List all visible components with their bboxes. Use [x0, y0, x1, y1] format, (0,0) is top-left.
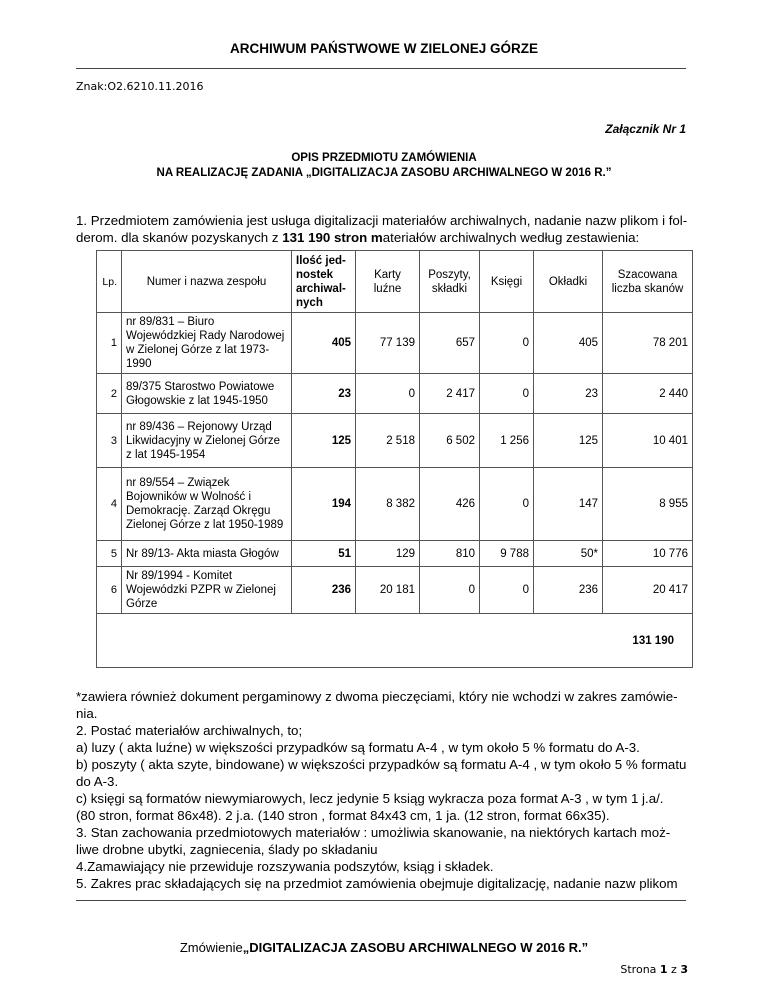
col-header-lp: Lp. — [97, 251, 122, 313]
row-folders: 426 — [420, 468, 480, 541]
intro-line-1: 1. Przedmiotem zamówienia jest usługa digitalizacji materiałów archiwalnych, nadanie nazw plikom i fol- — [76, 213, 688, 228]
table-row — [97, 468, 693, 541]
note-line: 4.Zamawiający nie przewiduje rozszywania podszytów, ksiąg i składek. — [76, 859, 494, 874]
row-lp: 6 — [97, 567, 122, 614]
table-row — [97, 414, 693, 468]
note-line: (80 stron, format 86x48). 2 j.a. (140 stron , format 84x43 cm, 1 ja. (12 stron, format 66x35). — [76, 808, 610, 823]
note-line: b) poszyty ( akta szyte, bindowane) w większości przypadków są formatu A-4 , w tym około 5 % formatu — [76, 757, 687, 772]
row-covers: 23 — [534, 374, 603, 414]
note-line: nia. — [76, 706, 98, 721]
footer-title — [0, 940, 768, 955]
row-name: 89/375 Starostwo Powiatowe Głogowskie z lat 1945-1950 — [122, 374, 292, 414]
row-lp: 3 — [97, 414, 122, 468]
row-covers: 405 — [534, 313, 603, 374]
table-row — [97, 374, 693, 414]
row-scans: 2 440 — [603, 374, 693, 414]
row-scans: 78 201 — [603, 313, 693, 374]
note-line: do A-3. — [76, 774, 119, 789]
row-books: 9 788 — [480, 541, 534, 567]
row-covers: 125 — [534, 414, 603, 468]
row-units: 405 — [292, 313, 356, 374]
note-line: liwe drobne ubytki, zagniecenia, ślady po składaniu — [76, 842, 378, 857]
row-scans: 10 401 — [603, 414, 693, 468]
table-header-row — [97, 251, 693, 313]
row-books: 1 256 — [480, 414, 534, 468]
table-total-row — [97, 614, 693, 668]
row-name: nr 89/831 – Biuro Wojewódzkiej Rady Narodowej w Zielonej Górze z lat 1973-1990 — [122, 313, 292, 374]
row-covers: 236 — [534, 567, 603, 614]
header-divider — [76, 68, 686, 69]
note-line: 3. Stan zachowania przedmiotowych materiałów : umożliwia skanowanie, na niektórych kartach moż- — [76, 825, 671, 840]
row-units: 51 — [292, 541, 356, 567]
row-units: 236 — [292, 567, 356, 614]
intro-line-2: derom. dla skanów pozyskanych z 131 190 stron materiałów archiwalnych według zestawienia: — [76, 230, 640, 245]
note-line: *zawiera również dokument pergaminowy z dwoma pieczęciami, który nie wchodzi w zakres zamówie- — [76, 689, 678, 704]
row-lp: 4 — [97, 468, 122, 541]
row-name: nr 89/554 – Związek Bojowników w Wolność i Demokrację. Zarząd Okręgu Zielonej Górze z lat 1950-1989 — [122, 468, 292, 541]
row-units: 23 — [292, 374, 356, 414]
row-cards: 8 382 — [356, 468, 420, 541]
col-header-name: Numer i nazwa zespołu — [122, 251, 292, 313]
table-row — [97, 313, 693, 374]
row-lp: 1 — [97, 313, 122, 374]
row-units: 194 — [292, 468, 356, 541]
row-scans: 8 955 — [603, 468, 693, 541]
page-number: Strona 1 z 3 — [620, 963, 688, 976]
attachment-label: Załącznik Nr 1 — [605, 122, 686, 136]
footer-divider — [76, 900, 686, 901]
row-books: 0 — [480, 374, 534, 414]
row-units: 125 — [292, 414, 356, 468]
row-books: 0 — [480, 313, 534, 374]
row-cards: 129 — [356, 541, 420, 567]
row-lp: 2 — [97, 374, 122, 414]
col-header-folders: Poszyty, składki — [420, 251, 480, 313]
total-scans: 131 190 — [97, 614, 693, 668]
row-folders: 0 — [420, 567, 480, 614]
col-header-cards: Karty luźne — [356, 251, 420, 313]
table-row — [97, 541, 693, 567]
document-title: OPIS PRZEDMIOTU ZAMÓWIENIA — [291, 152, 477, 164]
footer-project-name: „DIGITALIZACJA ZASOBU ARCHIWALNEGO W 2016 R.” — [242, 940, 589, 955]
row-name: nr 89/436 – Rejonowy Urząd Likwidacyjny w Zielonej Górze z lat 1945-1954 — [122, 414, 292, 468]
row-scans: 20 417 — [603, 567, 693, 614]
row-scans: 10 776 — [603, 541, 693, 567]
row-lp: 5 — [97, 541, 122, 567]
row-books: 0 — [480, 468, 534, 541]
note-line: c) księgi są formatów niewymiarowych, lecz jedynie 5 ksiąg wykracza poza format A-3 , w tym 1 j.a/. — [76, 791, 664, 806]
row-cards: 77 139 — [356, 313, 420, 374]
footer-prefix: Zmówienie — [179, 940, 243, 955]
row-books: 0 — [480, 567, 534, 614]
intro-paragraph — [76, 212, 690, 246]
table-row — [97, 567, 693, 614]
note-line: 5. Zakres prac składających się na przedmiot zamówienia obejmuje digitalizację, nadanie nazw plikom — [76, 876, 678, 891]
col-header-covers: Okładki — [534, 251, 603, 313]
document-subtitle: NA REALIZACJĘ ZADANIA „DIGITALIZACJA ZASOBU ARCHIWALNEGO W 2016 R.” — [156, 167, 612, 179]
row-folders: 2 417 — [420, 374, 480, 414]
row-name: Nr 89/13- Akta miasta Głogów — [122, 541, 292, 567]
institution-header: ARCHIWUM PAŃSTWOWE W ZIELONEJ GÓRZE — [230, 41, 538, 56]
notes-section — [76, 688, 690, 892]
reference-number: Znak:O2.6210.11.2016 — [76, 80, 204, 93]
row-folders: 810 — [420, 541, 480, 567]
col-header-units: Ilość jed- nostek archiwal- nych — [292, 251, 356, 313]
note-line: 2. Postać materiałów archiwalnych, to; — [76, 723, 303, 738]
row-folders: 657 — [420, 313, 480, 374]
col-header-scans: Szacowana liczba skanów — [603, 251, 693, 313]
col-header-books: Księgi — [480, 251, 534, 313]
archive-units-table — [96, 250, 693, 668]
row-cards: 2 518 — [356, 414, 420, 468]
row-cards: 0 — [356, 374, 420, 414]
row-covers: 147 — [534, 468, 603, 541]
row-cards: 20 181 — [356, 567, 420, 614]
row-covers: 50* — [534, 541, 603, 567]
note-line: a) luzy ( akta luźne) w większości przypadków są formatu A-4 , w tym około 5 % formatu do A-3. — [76, 740, 640, 755]
row-folders: 6 502 — [420, 414, 480, 468]
row-name: Nr 89/1994 - Komitet Wojewódzki PZPR w Zielonej Górze — [122, 567, 292, 614]
